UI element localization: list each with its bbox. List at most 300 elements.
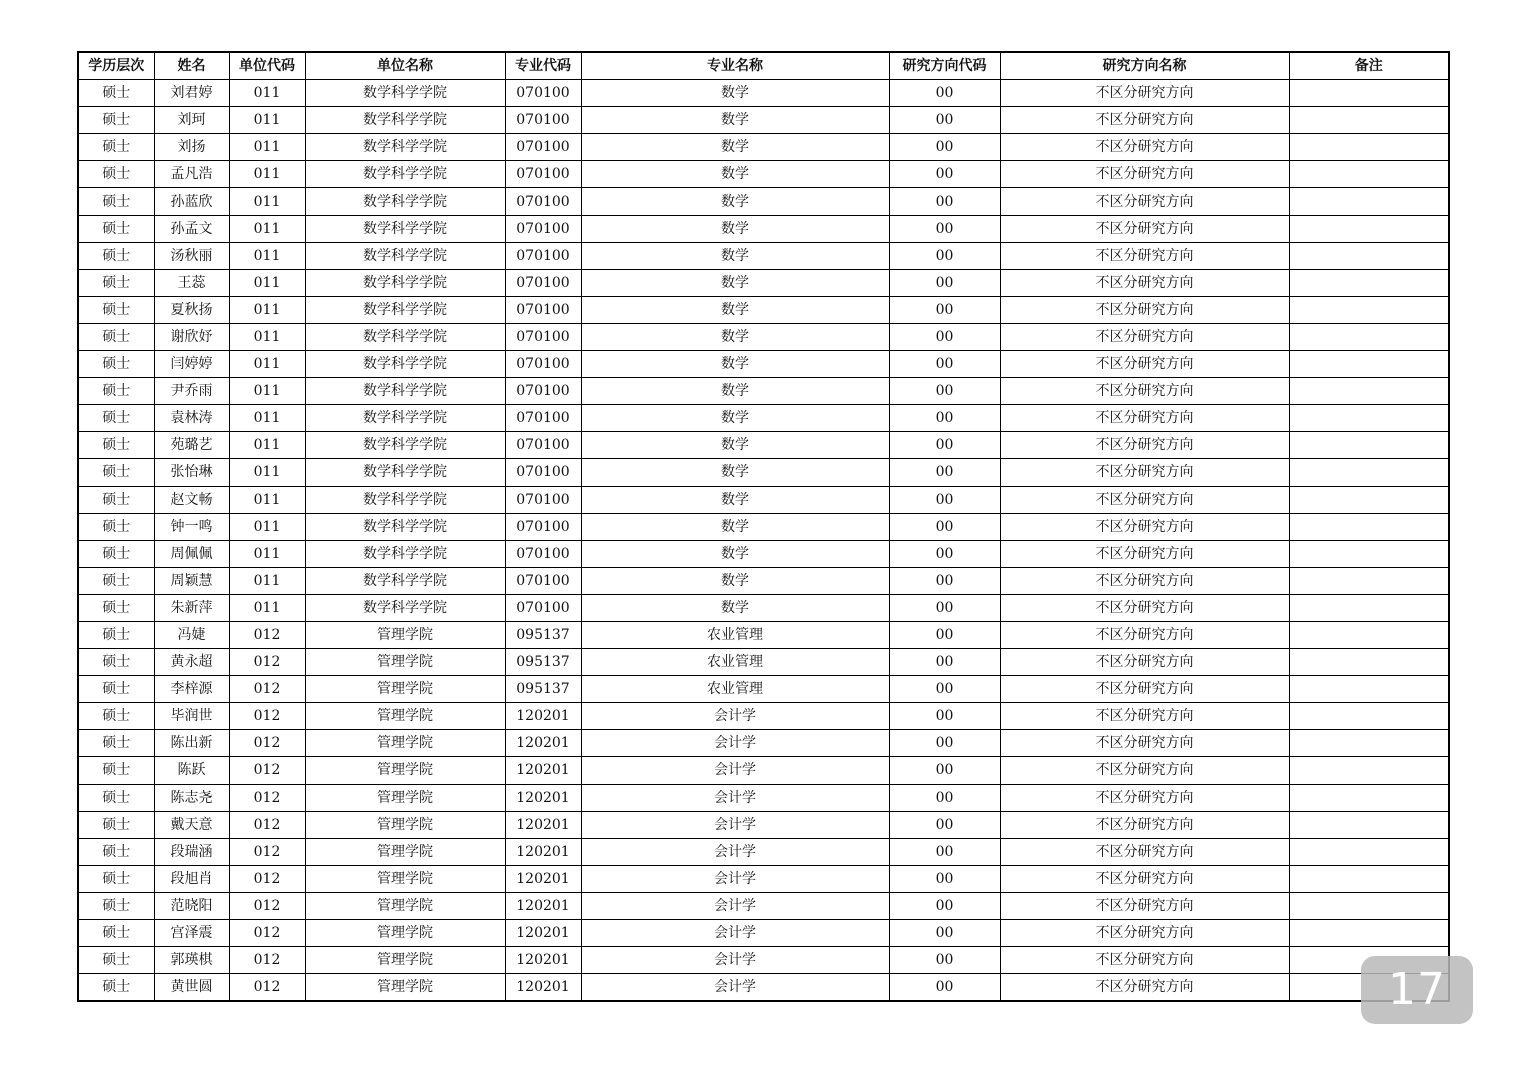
research-direction-name-cell: 不区分研究方向 <box>1000 892 1289 919</box>
degree-level-cell: 硕士 <box>78 269 154 296</box>
unit-code-cell: 012 <box>229 920 305 947</box>
major-code-cell: 095137 <box>505 649 581 676</box>
unit-name-cell: 数学科学学院 <box>305 134 505 161</box>
major-name-cell: 数学 <box>581 269 889 296</box>
table-row <box>78 269 1449 296</box>
research-direction-code-cell: 00 <box>889 161 1000 188</box>
major-name-cell: 数学 <box>581 540 889 567</box>
major-code-cell: 070100 <box>505 107 581 134</box>
degree-level-cell: 硕士 <box>78 134 154 161</box>
unit-code-cell: 012 <box>229 621 305 648</box>
header-research-direction-name: 研究方向名称 <box>1000 52 1289 80</box>
unit-name-cell: 数学科学学院 <box>305 513 505 540</box>
major-name-cell: 数学 <box>581 405 889 432</box>
unit-name-cell: 数学科学学院 <box>305 269 505 296</box>
remarks-cell <box>1289 920 1449 947</box>
degree-level-cell: 硕士 <box>78 351 154 378</box>
table-row <box>78 188 1449 215</box>
student-name-cell: 赵文畅 <box>154 486 229 513</box>
major-code-cell: 120201 <box>505 838 581 865</box>
student-name-cell: 陈跃 <box>154 757 229 784</box>
major-name-cell: 数学 <box>581 486 889 513</box>
remarks-cell <box>1289 703 1449 730</box>
table-row <box>78 215 1449 242</box>
unit-code-cell: 011 <box>229 215 305 242</box>
research-direction-name-cell: 不区分研究方向 <box>1000 486 1289 513</box>
major-code-cell: 070100 <box>505 161 581 188</box>
research-direction-name-cell: 不区分研究方向 <box>1000 242 1289 269</box>
major-name-cell: 会计学 <box>581 730 889 757</box>
unit-name-cell: 数学科学学院 <box>305 296 505 323</box>
student-name-cell: 冯婕 <box>154 621 229 648</box>
research-direction-name-cell: 不区分研究方向 <box>1000 811 1289 838</box>
research-direction-name-cell: 不区分研究方向 <box>1000 974 1289 1002</box>
remarks-cell <box>1289 242 1449 269</box>
table-row <box>78 432 1449 459</box>
major-code-cell: 070100 <box>505 432 581 459</box>
header-unit-name: 单位名称 <box>305 52 505 80</box>
table-row <box>78 730 1449 757</box>
student-name-cell: 张怡琳 <box>154 459 229 486</box>
unit-name-cell: 管理学院 <box>305 811 505 838</box>
research-direction-code-cell: 00 <box>889 974 1000 1002</box>
major-name-cell: 数学 <box>581 513 889 540</box>
major-code-cell: 070100 <box>505 296 581 323</box>
research-direction-name-cell: 不区分研究方向 <box>1000 920 1289 947</box>
student-name-cell: 孟凡浩 <box>154 161 229 188</box>
major-name-cell: 数学 <box>581 107 889 134</box>
page-number-badge: 17 <box>1361 956 1473 1024</box>
table-row <box>78 920 1449 947</box>
degree-level-cell: 硕士 <box>78 567 154 594</box>
student-name-cell: 夏秋扬 <box>154 296 229 323</box>
major-name-cell: 数学 <box>581 215 889 242</box>
degree-level-cell: 硕士 <box>78 432 154 459</box>
research-direction-name-cell: 不区分研究方向 <box>1000 405 1289 432</box>
research-direction-code-cell: 00 <box>889 811 1000 838</box>
remarks-cell <box>1289 269 1449 296</box>
student-name-cell: 段旭肖 <box>154 865 229 892</box>
unit-code-cell: 011 <box>229 378 305 405</box>
remarks-cell <box>1289 540 1449 567</box>
unit-code-cell: 011 <box>229 269 305 296</box>
remarks-cell <box>1289 107 1449 134</box>
student-name-cell: 周佩佩 <box>154 540 229 567</box>
degree-level-cell: 硕士 <box>78 296 154 323</box>
degree-level-cell: 硕士 <box>78 188 154 215</box>
research-direction-code-cell: 00 <box>889 107 1000 134</box>
table-row <box>78 757 1449 784</box>
major-code-cell: 120201 <box>505 920 581 947</box>
remarks-cell <box>1289 567 1449 594</box>
remarks-cell <box>1289 351 1449 378</box>
research-direction-code-cell: 00 <box>889 323 1000 350</box>
remarks-cell <box>1289 405 1449 432</box>
student-name-cell: 谢欣妤 <box>154 323 229 350</box>
student-name-cell: 王蕊 <box>154 269 229 296</box>
major-code-cell: 120201 <box>505 947 581 974</box>
table-row <box>78 703 1449 730</box>
table-row <box>78 513 1449 540</box>
major-name-cell: 数学 <box>581 80 889 107</box>
student-name-cell: 毕润世 <box>154 703 229 730</box>
major-code-cell: 120201 <box>505 865 581 892</box>
research-direction-code-cell: 00 <box>889 432 1000 459</box>
unit-name-cell: 管理学院 <box>305 892 505 919</box>
unit-code-cell: 011 <box>229 188 305 215</box>
major-name-cell: 会计学 <box>581 865 889 892</box>
student-name-cell: 钟一鸣 <box>154 513 229 540</box>
unit-code-cell: 012 <box>229 947 305 974</box>
major-code-cell: 070100 <box>505 594 581 621</box>
degree-level-cell: 硕士 <box>78 892 154 919</box>
major-name-cell: 数学 <box>581 161 889 188</box>
table-row <box>78 974 1449 1002</box>
student-name-cell: 苑璐艺 <box>154 432 229 459</box>
table-row <box>78 405 1449 432</box>
major-code-cell: 070100 <box>505 540 581 567</box>
major-code-cell: 070100 <box>505 351 581 378</box>
table-row <box>78 107 1449 134</box>
unit-name-cell: 管理学院 <box>305 865 505 892</box>
table-row <box>78 296 1449 323</box>
remarks-cell <box>1289 486 1449 513</box>
research-direction-name-cell: 不区分研究方向 <box>1000 323 1289 350</box>
student-name-cell: 汤秋丽 <box>154 242 229 269</box>
research-direction-name-cell: 不区分研究方向 <box>1000 676 1289 703</box>
remarks-cell <box>1289 811 1449 838</box>
table-row <box>78 486 1449 513</box>
student-name-cell: 袁林涛 <box>154 405 229 432</box>
degree-level-cell: 硕士 <box>78 107 154 134</box>
major-code-cell: 120201 <box>505 892 581 919</box>
student-name-cell: 郭瑛棋 <box>154 947 229 974</box>
table-row <box>78 378 1449 405</box>
table-row <box>78 242 1449 269</box>
degree-level-cell: 硕士 <box>78 513 154 540</box>
table-row <box>78 567 1449 594</box>
degree-level-cell: 硕士 <box>78 405 154 432</box>
research-direction-code-cell: 00 <box>889 784 1000 811</box>
degree-level-cell: 硕士 <box>78 676 154 703</box>
table-row <box>78 892 1449 919</box>
unit-name-cell: 管理学院 <box>305 920 505 947</box>
research-direction-code-cell: 00 <box>889 459 1000 486</box>
major-name-cell: 会计学 <box>581 811 889 838</box>
major-name-cell: 会计学 <box>581 974 889 1002</box>
unit-name-cell: 数学科学学院 <box>305 161 505 188</box>
table-row <box>78 621 1449 648</box>
major-name-cell: 数学 <box>581 351 889 378</box>
unit-code-cell: 012 <box>229 974 305 1002</box>
remarks-cell <box>1289 188 1449 215</box>
degree-level-cell: 硕士 <box>78 838 154 865</box>
major-code-cell: 070100 <box>505 486 581 513</box>
remarks-cell <box>1289 621 1449 648</box>
unit-code-cell: 011 <box>229 405 305 432</box>
remarks-cell <box>1289 215 1449 242</box>
major-name-cell: 会计学 <box>581 838 889 865</box>
unit-code-cell: 011 <box>229 513 305 540</box>
table-row <box>78 80 1449 107</box>
major-code-cell: 070100 <box>505 378 581 405</box>
student-name-cell: 段瑞涵 <box>154 838 229 865</box>
degree-level-cell: 硕士 <box>78 161 154 188</box>
remarks-cell <box>1289 459 1449 486</box>
table-row <box>78 594 1449 621</box>
research-direction-code-cell: 00 <box>889 269 1000 296</box>
table-row <box>78 947 1449 974</box>
research-direction-name-cell: 不区分研究方向 <box>1000 107 1289 134</box>
student-name-cell: 刘君婷 <box>154 80 229 107</box>
remarks-cell <box>1289 892 1449 919</box>
remarks-cell <box>1289 80 1449 107</box>
unit-code-cell: 011 <box>229 351 305 378</box>
research-direction-code-cell: 00 <box>889 80 1000 107</box>
research-direction-code-cell: 00 <box>889 757 1000 784</box>
research-direction-name-cell: 不区分研究方向 <box>1000 703 1289 730</box>
major-code-cell: 120201 <box>505 974 581 1002</box>
research-direction-code-cell: 00 <box>889 134 1000 161</box>
research-direction-name-cell: 不区分研究方向 <box>1000 296 1289 323</box>
research-direction-code-cell: 00 <box>889 676 1000 703</box>
unit-name-cell: 数学科学学院 <box>305 405 505 432</box>
research-direction-code-cell: 00 <box>889 540 1000 567</box>
remarks-cell <box>1289 649 1449 676</box>
remarks-cell <box>1289 757 1449 784</box>
unit-name-cell: 管理学院 <box>305 838 505 865</box>
header-degree-level: 学历层次 <box>78 52 154 80</box>
degree-level-cell: 硕士 <box>78 947 154 974</box>
unit-name-cell: 数学科学学院 <box>305 351 505 378</box>
research-direction-code-cell: 00 <box>889 378 1000 405</box>
table-row <box>78 540 1449 567</box>
unit-code-cell: 011 <box>229 486 305 513</box>
unit-name-cell: 管理学院 <box>305 703 505 730</box>
unit-name-cell: 数学科学学院 <box>305 188 505 215</box>
table-row <box>78 811 1449 838</box>
degree-level-cell: 硕士 <box>78 621 154 648</box>
student-name-cell: 朱新萍 <box>154 594 229 621</box>
table-row <box>78 865 1449 892</box>
research-direction-code-cell: 00 <box>889 215 1000 242</box>
unit-code-cell: 012 <box>229 784 305 811</box>
major-name-cell: 数学 <box>581 188 889 215</box>
student-name-cell: 周颖慧 <box>154 567 229 594</box>
research-direction-name-cell: 不区分研究方向 <box>1000 947 1289 974</box>
unit-code-cell: 012 <box>229 811 305 838</box>
research-direction-name-cell: 不区分研究方向 <box>1000 513 1289 540</box>
major-code-cell: 120201 <box>505 811 581 838</box>
table-row <box>78 323 1449 350</box>
student-name-cell: 闫婷婷 <box>154 351 229 378</box>
research-direction-name-cell: 不区分研究方向 <box>1000 838 1289 865</box>
unit-name-cell: 数学科学学院 <box>305 459 505 486</box>
unit-name-cell: 管理学院 <box>305 974 505 1002</box>
unit-code-cell: 011 <box>229 296 305 323</box>
admission-roster-table <box>77 51 1450 1002</box>
research-direction-code-cell: 00 <box>889 865 1000 892</box>
major-name-cell: 农业管理 <box>581 649 889 676</box>
degree-level-cell: 硕士 <box>78 378 154 405</box>
research-direction-code-cell: 00 <box>889 486 1000 513</box>
major-code-cell: 070100 <box>505 242 581 269</box>
unit-code-cell: 011 <box>229 323 305 350</box>
unit-code-cell: 011 <box>229 594 305 621</box>
unit-code-cell: 012 <box>229 865 305 892</box>
table-row <box>78 351 1449 378</box>
remarks-cell <box>1289 161 1449 188</box>
unit-name-cell: 数学科学学院 <box>305 540 505 567</box>
unit-code-cell: 011 <box>229 459 305 486</box>
major-name-cell: 农业管理 <box>581 621 889 648</box>
header-major-code: 专业代码 <box>505 52 581 80</box>
degree-level-cell: 硕士 <box>78 784 154 811</box>
major-name-cell: 数学 <box>581 378 889 405</box>
research-direction-code-cell: 00 <box>889 594 1000 621</box>
header-name: 姓名 <box>154 52 229 80</box>
major-code-cell: 120201 <box>505 757 581 784</box>
unit-code-cell: 011 <box>229 540 305 567</box>
remarks-cell <box>1289 296 1449 323</box>
table-row <box>78 838 1449 865</box>
research-direction-name-cell: 不区分研究方向 <box>1000 351 1289 378</box>
major-code-cell: 070100 <box>505 405 581 432</box>
unit-name-cell: 数学科学学院 <box>305 378 505 405</box>
unit-name-cell: 管理学院 <box>305 730 505 757</box>
research-direction-code-cell: 00 <box>889 838 1000 865</box>
unit-code-cell: 011 <box>229 107 305 134</box>
student-name-cell: 陈出新 <box>154 730 229 757</box>
major-name-cell: 农业管理 <box>581 676 889 703</box>
unit-name-cell: 数学科学学院 <box>305 567 505 594</box>
unit-code-cell: 011 <box>229 80 305 107</box>
major-code-cell: 095137 <box>505 676 581 703</box>
major-code-cell: 120201 <box>505 730 581 757</box>
research-direction-code-cell: 00 <box>889 513 1000 540</box>
student-name-cell: 刘珂 <box>154 107 229 134</box>
research-direction-name-cell: 不区分研究方向 <box>1000 188 1289 215</box>
degree-level-cell: 硕士 <box>78 757 154 784</box>
remarks-cell <box>1289 432 1449 459</box>
major-name-cell: 数学 <box>581 459 889 486</box>
major-code-cell: 070100 <box>505 513 581 540</box>
remarks-cell <box>1289 594 1449 621</box>
table-row <box>78 676 1449 703</box>
unit-name-cell: 数学科学学院 <box>305 323 505 350</box>
unit-name-cell: 数学科学学院 <box>305 242 505 269</box>
major-name-cell: 会计学 <box>581 703 889 730</box>
major-name-cell: 会计学 <box>581 892 889 919</box>
unit-code-cell: 011 <box>229 242 305 269</box>
unit-code-cell: 011 <box>229 161 305 188</box>
major-code-cell: 095137 <box>505 621 581 648</box>
research-direction-name-cell: 不区分研究方向 <box>1000 865 1289 892</box>
unit-code-cell: 011 <box>229 567 305 594</box>
student-name-cell: 戴天意 <box>154 811 229 838</box>
research-direction-name-cell: 不区分研究方向 <box>1000 649 1289 676</box>
degree-level-cell: 硕士 <box>78 242 154 269</box>
student-name-cell: 李梓源 <box>154 676 229 703</box>
major-name-cell: 数学 <box>581 296 889 323</box>
degree-level-cell: 硕士 <box>78 323 154 350</box>
student-name-cell: 陈志尧 <box>154 784 229 811</box>
research-direction-name-cell: 不区分研究方向 <box>1000 215 1289 242</box>
unit-name-cell: 数学科学学院 <box>305 486 505 513</box>
remarks-cell <box>1289 865 1449 892</box>
table-row <box>78 649 1449 676</box>
degree-level-cell: 硕士 <box>78 974 154 1002</box>
unit-code-cell: 012 <box>229 649 305 676</box>
table-body <box>78 80 1449 1002</box>
degree-level-cell: 硕士 <box>78 540 154 567</box>
unit-code-cell: 012 <box>229 676 305 703</box>
degree-level-cell: 硕士 <box>78 80 154 107</box>
research-direction-code-cell: 00 <box>889 242 1000 269</box>
student-name-cell: 孙蓝欣 <box>154 188 229 215</box>
student-name-cell: 刘扬 <box>154 134 229 161</box>
remarks-cell <box>1289 378 1449 405</box>
student-name-cell: 尹乔雨 <box>154 378 229 405</box>
header-research-direction-code: 研究方向代码 <box>889 52 1000 80</box>
unit-code-cell: 012 <box>229 838 305 865</box>
major-code-cell: 070100 <box>505 188 581 215</box>
major-name-cell: 会计学 <box>581 784 889 811</box>
research-direction-name-cell: 不区分研究方向 <box>1000 594 1289 621</box>
research-direction-code-cell: 00 <box>889 892 1000 919</box>
research-direction-name-cell: 不区分研究方向 <box>1000 621 1289 648</box>
research-direction-name-cell: 不区分研究方向 <box>1000 134 1289 161</box>
major-code-cell: 070100 <box>505 134 581 161</box>
unit-code-cell: 011 <box>229 134 305 161</box>
unit-code-cell: 012 <box>229 757 305 784</box>
unit-name-cell: 数学科学学院 <box>305 80 505 107</box>
student-name-cell: 范晓阳 <box>154 892 229 919</box>
table-row <box>78 161 1449 188</box>
research-direction-name-cell: 不区分研究方向 <box>1000 161 1289 188</box>
student-name-cell: 孙孟文 <box>154 215 229 242</box>
unit-name-cell: 管理学院 <box>305 621 505 648</box>
unit-name-cell: 管理学院 <box>305 676 505 703</box>
research-direction-code-cell: 00 <box>889 703 1000 730</box>
table-row <box>78 134 1449 161</box>
remarks-cell <box>1289 838 1449 865</box>
student-name-cell: 宫泽震 <box>154 920 229 947</box>
research-direction-name-cell: 不区分研究方向 <box>1000 378 1289 405</box>
research-direction-code-cell: 00 <box>889 405 1000 432</box>
unit-code-cell: 012 <box>229 730 305 757</box>
major-name-cell: 数学 <box>581 323 889 350</box>
unit-code-cell: 011 <box>229 432 305 459</box>
major-code-cell: 070100 <box>505 323 581 350</box>
major-name-cell: 会计学 <box>581 757 889 784</box>
research-direction-code-cell: 00 <box>889 621 1000 648</box>
research-direction-code-cell: 00 <box>889 188 1000 215</box>
student-name-cell: 黄永超 <box>154 649 229 676</box>
major-code-cell: 070100 <box>505 459 581 486</box>
unit-code-cell: 012 <box>229 703 305 730</box>
remarks-cell <box>1289 730 1449 757</box>
research-direction-code-cell: 00 <box>889 351 1000 378</box>
unit-name-cell: 数学科学学院 <box>305 215 505 242</box>
major-name-cell: 数学 <box>581 134 889 161</box>
degree-level-cell: 硕士 <box>78 649 154 676</box>
research-direction-name-cell: 不区分研究方向 <box>1000 432 1289 459</box>
major-code-cell: 070100 <box>505 80 581 107</box>
research-direction-name-cell: 不区分研究方向 <box>1000 459 1289 486</box>
research-direction-code-cell: 00 <box>889 649 1000 676</box>
student-name-cell: 黄世圆 <box>154 974 229 1002</box>
